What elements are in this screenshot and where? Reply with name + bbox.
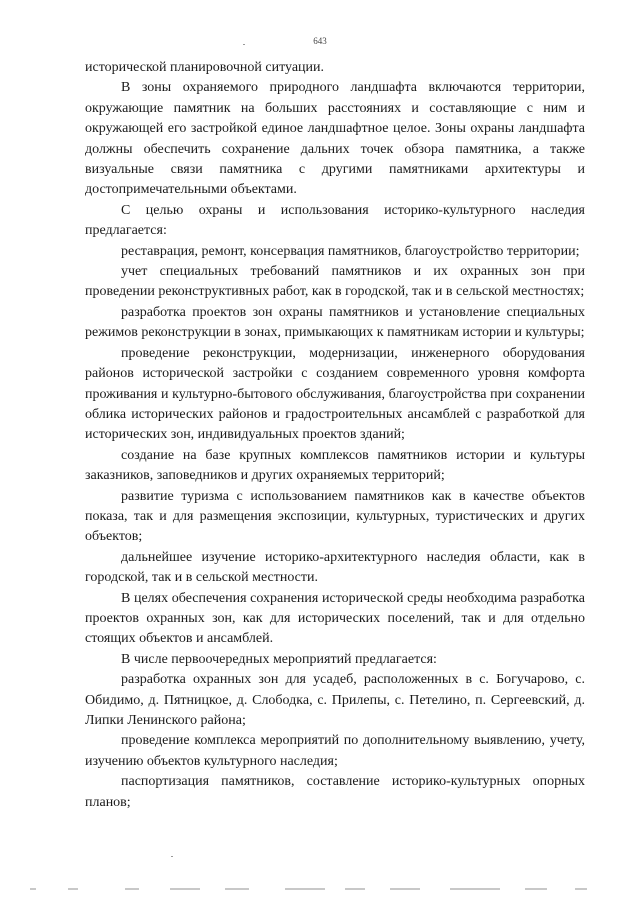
scan-artifact bbox=[30, 888, 36, 890]
paragraph: исторической планировочной ситуации. bbox=[85, 60, 325, 75]
list-item: проведение реконструкции, модернизации, инженерного оборудования районов исторической застройки с созданием современного уровня комфорта проживания и культурно-бытового обслуживания, благоустройства при сохранении облика исторических районов и градостроительных ансамблей с разработкой для исторических зон, индивидуальных проектов зданий; bbox=[85, 345, 585, 443]
list-item: учет специальных требований памятников и их охранных зон при проведении реконструктивных работ, как в городской, так и в сельской местностях; bbox=[85, 264, 585, 300]
paragraph: В зоны охраняемого природного ландшафта включаются территории, окружающие памятник на больших расстояниях и составляющие с ним и окружающей его застройкой единое ландшафтное целое. Зоны охраны ландшафта должны обеспечить сохранение дальних точек обзора памятника, а также визуальные связи памятника с другими памятниками архитектуры и достопримечательными объектами. bbox=[85, 80, 585, 198]
list-item: развитие туризма с использованием памятников как в качестве объектов показа, так и для размещения экспозиции, культурных, туристических и других объектов; bbox=[85, 488, 585, 545]
scan-artifact bbox=[390, 888, 420, 890]
scan-artifact bbox=[450, 888, 500, 890]
page-number: 643 bbox=[313, 36, 327, 46]
list-item: паспортизация памятников, составление историко-культурных опорных планов; bbox=[85, 774, 585, 810]
paragraph: В целях обеспечения сохранения исторической среды необходима разработка проектов охранных зон, как для исторических поселений, так и для отдельно стоящих объектов и ансамблей. bbox=[85, 590, 585, 647]
scan-artifact bbox=[225, 888, 249, 890]
list-item: дальнейшее изучение историко-архитектурного наследия области, как в городской, так и в сельской местности. bbox=[85, 549, 585, 586]
scan-artifact bbox=[170, 888, 200, 890]
paragraph: С целью охраны и использования историко-культурного наследия предлагается: bbox=[85, 202, 585, 239]
scan-artifact bbox=[68, 888, 78, 890]
scan-artifact bbox=[171, 856, 173, 857]
list-item: разработка охранных зон для усадеб, расположенных в с. Богучарово, с. Обидимо, д. Пятницкое, д. Слободка, с. Прилепы, с. Петелино, п. Сергеевский, д. Липки Ленинского района; bbox=[85, 672, 585, 728]
scan-artifact bbox=[575, 888, 587, 890]
scan-artifact bbox=[285, 888, 325, 890]
list-item: создание на базе крупных комплексов памятников истории и культуры заказников, заповедников и других охраняемых территорий; bbox=[85, 447, 585, 484]
scan-artifact bbox=[125, 888, 139, 890]
scan-artifact bbox=[243, 44, 245, 45]
scan-artifact bbox=[345, 888, 365, 890]
list-item: разработка проектов зон охраны памятников и установление специальных режимов реконструкции в зонах, примыкающих к памятникам истории и культуры; bbox=[85, 304, 585, 341]
scan-footer-artifacts bbox=[30, 888, 610, 894]
list-item: проведение комплекса мероприятий по дополнительному выявлению, учету, изучению объектов культурного наследия; bbox=[85, 733, 585, 769]
list-item: реставрация, ремонт, консервация памятников, благоустройство территории; bbox=[121, 243, 580, 259]
scan-artifact bbox=[525, 888, 547, 890]
paragraph: В числе первоочередных мероприятий предлагается: bbox=[121, 651, 437, 667]
document-body bbox=[85, 58, 585, 813]
